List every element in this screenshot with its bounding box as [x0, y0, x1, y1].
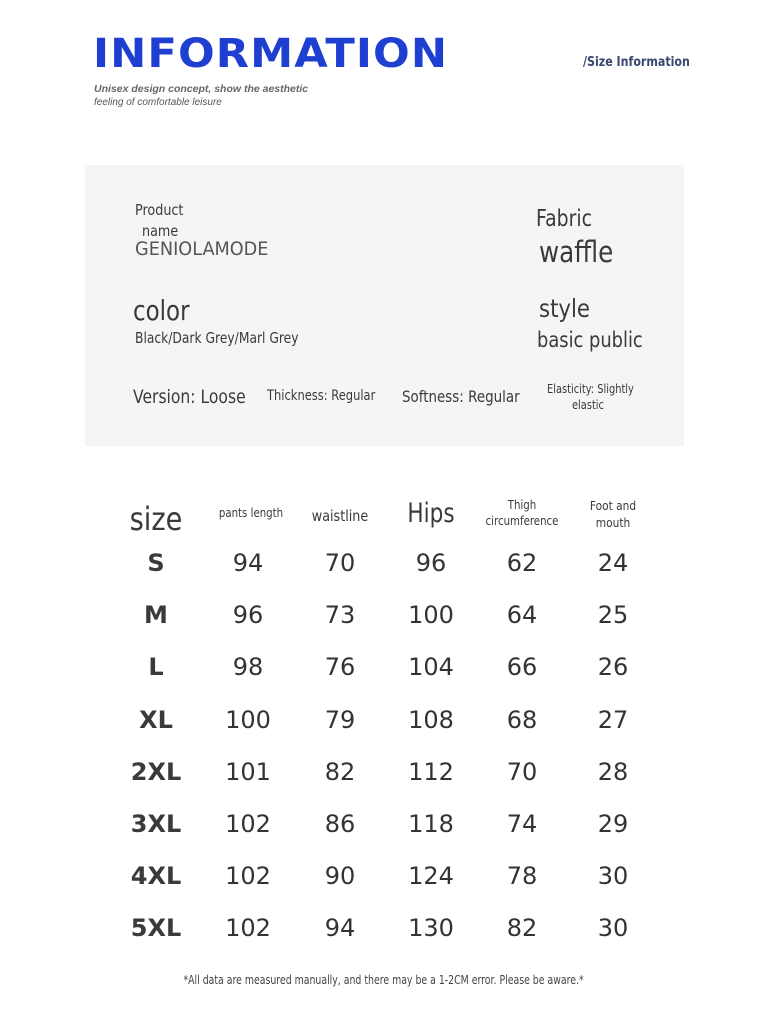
cell-foot-mouth: 25: [597, 601, 629, 630]
cell-thigh: 70: [506, 757, 538, 786]
style-value: basic public: [537, 328, 643, 352]
product-name-value: GENIOLAMODE: [135, 238, 269, 260]
header-thigh-line-2: circumference: [485, 514, 559, 528]
cell-size: 2XL: [130, 757, 182, 786]
cell-hips: 112: [408, 757, 454, 786]
cell-size: M: [144, 601, 168, 630]
style-label: style: [539, 294, 590, 323]
cell-size: 5XL: [130, 914, 182, 943]
cell-foot-mouth: 27: [597, 705, 629, 734]
cell-size: 3XL: [130, 810, 182, 838]
cell-pants-length: 102: [225, 914, 271, 943]
cell-pants-length: 100: [225, 705, 271, 734]
cell-hips: 104: [408, 653, 454, 682]
header-thigh-line-1: Thigh: [507, 498, 537, 512]
elasticity-spec-line-1: Elasticity: Slightly: [547, 382, 634, 396]
header-waistline: waistline: [311, 507, 369, 525]
cell-pants-length: 94: [232, 549, 264, 577]
version-spec: Version: Loose: [133, 386, 246, 408]
cell-hips: 130: [408, 914, 454, 943]
cell-foot-mouth: 24: [597, 549, 629, 577]
cell-pants-length: 101: [225, 757, 271, 786]
header-size: size: [129, 500, 183, 538]
cell-size: 4XL: [130, 862, 182, 891]
section-tag: /Size Information: [583, 55, 690, 70]
cell-waistline: 86: [324, 810, 356, 838]
cell-hips: 100: [408, 601, 454, 630]
header-foot-mouth-line-2: mouth: [595, 515, 631, 530]
cell-foot-mouth: 28: [597, 757, 629, 786]
page-title: INFORMATION: [93, 31, 449, 77]
cell-waistline: 76: [324, 653, 356, 682]
cell-foot-mouth: 26: [597, 653, 629, 682]
cell-waistline: 79: [324, 705, 356, 734]
product-name-label-1: Product: [135, 201, 184, 219]
product-name-label-2: name: [142, 222, 179, 240]
cell-thigh: 64: [506, 601, 538, 630]
elasticity-spec-line-2: elastic: [572, 398, 604, 412]
cell-hips: 108: [408, 705, 454, 734]
cell-size: L: [148, 653, 164, 682]
subtitle-line-1: Unisex design concept, show the aesthetic: [94, 83, 309, 95]
cell-thigh: 74: [506, 810, 538, 838]
cell-waistline: 70: [324, 549, 356, 577]
header-foot-mouth-line-1: Foot and: [589, 498, 637, 513]
cell-waistline: 82: [324, 757, 356, 786]
header-hips: Hips: [407, 498, 455, 529]
cell-hips: 96: [415, 549, 447, 577]
color-label: color: [133, 294, 190, 327]
cell-thigh: 66: [506, 653, 538, 682]
cell-pants-length: 102: [225, 862, 271, 891]
measurement-footnote: *All data are measured manually, and there may be a 1-2CM error. Please be aware.*: [183, 973, 585, 987]
color-value: Black/Dark Grey/Marl Grey: [135, 329, 299, 347]
thickness-spec: Thickness: Regular: [267, 388, 376, 404]
cell-hips: 124: [408, 862, 454, 891]
cell-foot-mouth: 30: [597, 862, 629, 891]
cell-pants-length: 102: [225, 810, 271, 838]
cell-pants-length: 96: [232, 601, 264, 630]
cell-waistline: 94: [324, 914, 356, 943]
cell-foot-mouth: 30: [597, 914, 629, 943]
cell-thigh: 82: [506, 914, 538, 943]
page-subtitle: [94, 82, 308, 110]
cell-foot-mouth: 29: [597, 810, 629, 838]
cell-thigh: 62: [506, 549, 538, 577]
cell-thigh: 78: [506, 862, 538, 891]
cell-size: XL: [139, 705, 173, 734]
subtitle-line-2: feeling of comfortable leisure: [94, 97, 222, 108]
cell-pants-length: 98: [232, 653, 264, 682]
cell-waistline: 90: [324, 862, 356, 891]
header-pants-length: pants length: [218, 506, 284, 520]
cell-size: S: [147, 549, 165, 577]
cell-waistline: 73: [324, 601, 356, 630]
cell-thigh: 68: [506, 705, 538, 734]
fabric-value: waffle: [539, 235, 614, 269]
softness-spec: Softness: Regular: [402, 387, 520, 406]
cell-hips: 118: [408, 810, 454, 838]
fabric-label: Fabric: [536, 206, 593, 232]
